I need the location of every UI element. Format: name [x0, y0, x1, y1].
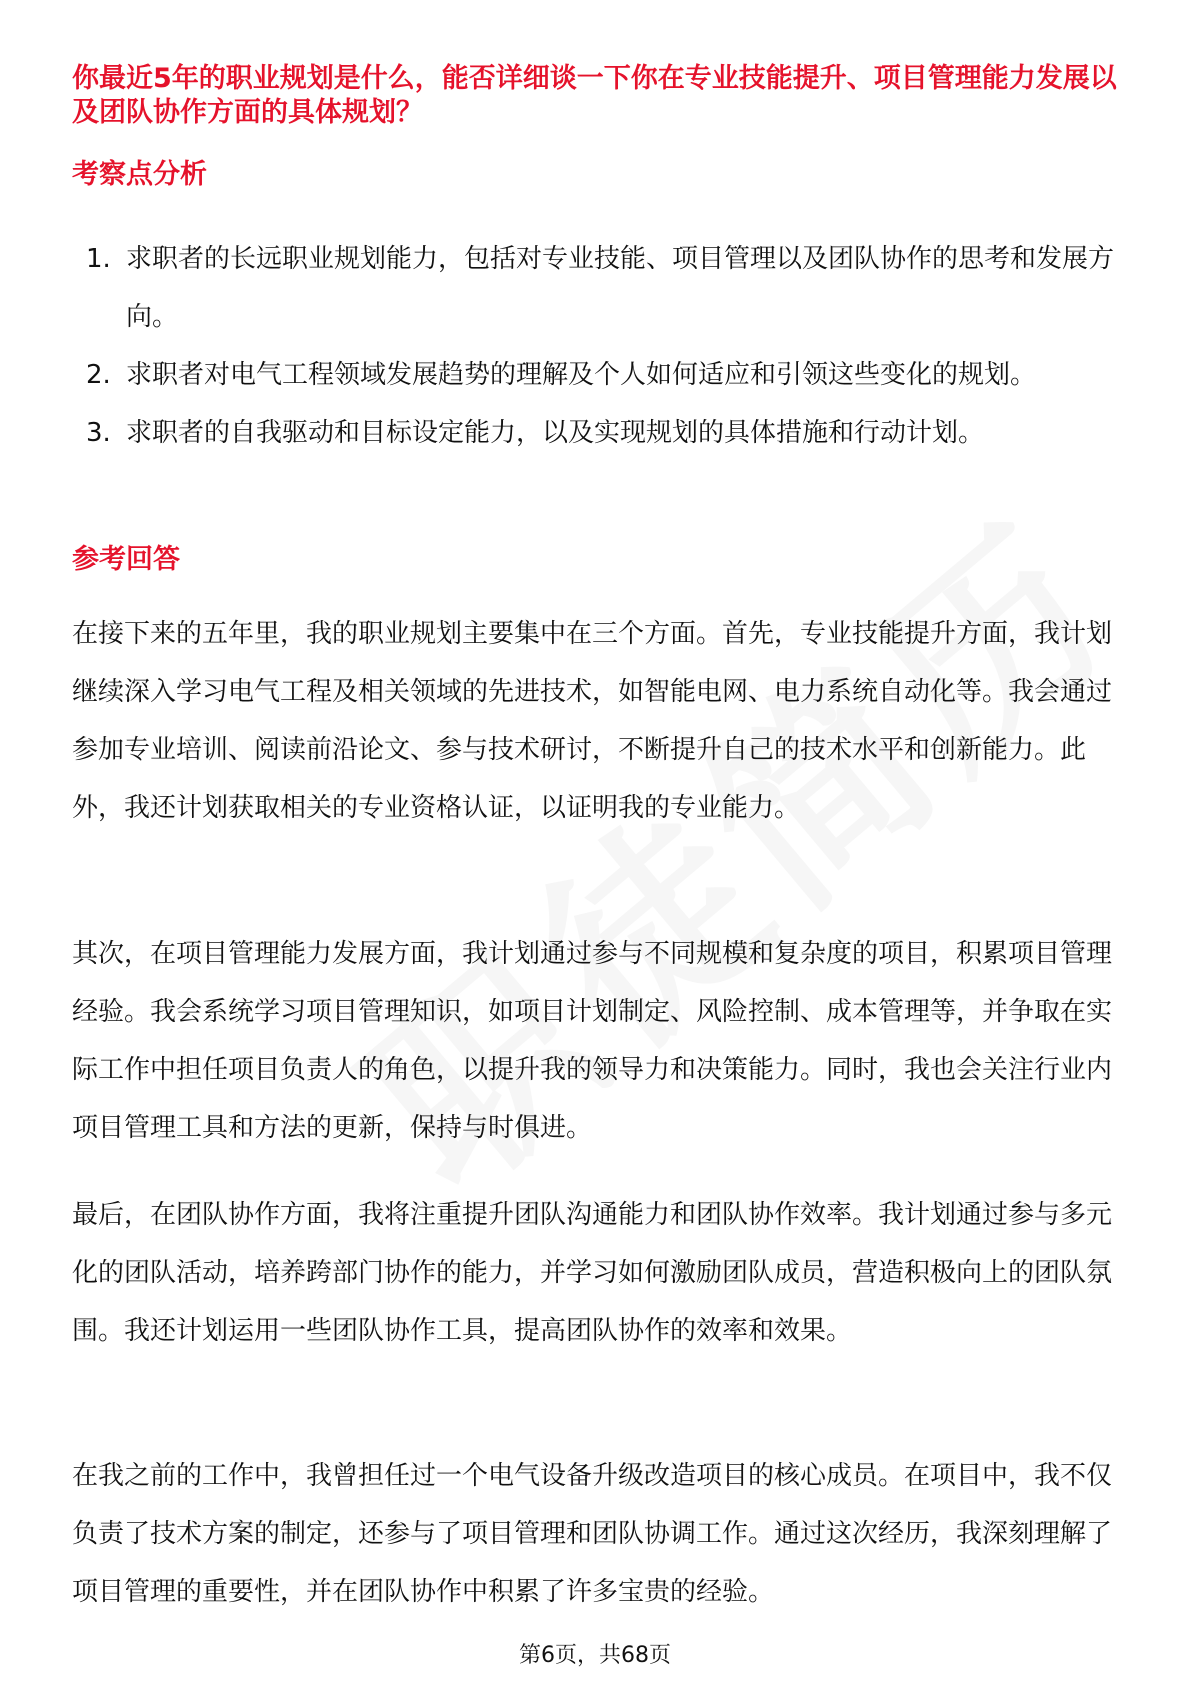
answer-paragraph: 其次，在项目管理能力发展方面，我计划通过参与不同规模和复杂度的项目，积累项目管理经验。我会系统学习项目管理知识，如项目计划制定、风险控制、成本管理等，并争取在实际工作中担任项目负责人的角色，以提升我的领导力和决策能力。同时，我也会关注行业内项目管理工具和方法的更新，保持与时俱进。: [72, 939, 1113, 1143]
list-item-text: 求职者对电气工程领域发展趋势的理解及个人如何适应和引领这些变化的规划。: [126, 360, 1037, 390]
answer-paragraph: 在我之前的工作中，我曾担任过一个电气设备升级改造项目的核心成员。在项目中，我不仅负责了技术方案的制定，还参与了项目管理和团队协调工作。通过这次经历，我深刻理解了项目管理的重要性，并在团队协作中积累了许多宝贵的经验。: [72, 1461, 1113, 1607]
list-item: [72, 346, 1122, 404]
answer-section-title: 参考回答: [72, 544, 180, 575]
list-item: [72, 404, 1122, 462]
question-heading: 你最近5年的职业规划是什么，能否详细谈一下你在专业技能提升、项目管理能力发展以及团队协作方面的具体规划？: [72, 63, 1117, 128]
list-item-number: 1.: [86, 244, 111, 274]
answer-paragraph: 在接下来的五年里，我的职业规划主要集中在三个方面。首先，专业技能提升方面，我计划继续深入学习电气工程及相关领域的先进技术，如智能电网、电力系统自动化等。我会通过参加专业培训、阅读前沿论文、参与技术研讨，不断提升自己的技术水平和创新能力。此外，我还计划获取相关的专业资格认证，以证明我的专业能力。: [72, 619, 1113, 823]
page-number-footer: 第6页，共68页: [519, 1643, 671, 1668]
analysis-section-title: 考察点分析: [72, 159, 207, 190]
list-item-number: 2.: [86, 360, 111, 390]
list-item-number: 3.: [86, 418, 111, 448]
list-item-text: 求职者的长远职业规划能力，包括对专业技能、项目管理以及团队协作的思考和发展方向。: [126, 244, 1115, 332]
analysis-list: [72, 230, 1122, 462]
list-item: [72, 230, 1122, 346]
list-item-text: 求职者的自我驱动和目标设定能力，以及实现规划的具体措施和行动计划。: [126, 418, 985, 448]
answer-paragraph: 最后，在团队协作方面，我将注重提升团队沟通能力和团队协作效率。我计划通过参与多元化的团队活动，培养跨部门协作的能力，并学习如何激励团队成员，营造积极向上的团队氛围。我还计划运用一些团队协作工具，提高团队协作的效率和效果。: [72, 1200, 1113, 1346]
